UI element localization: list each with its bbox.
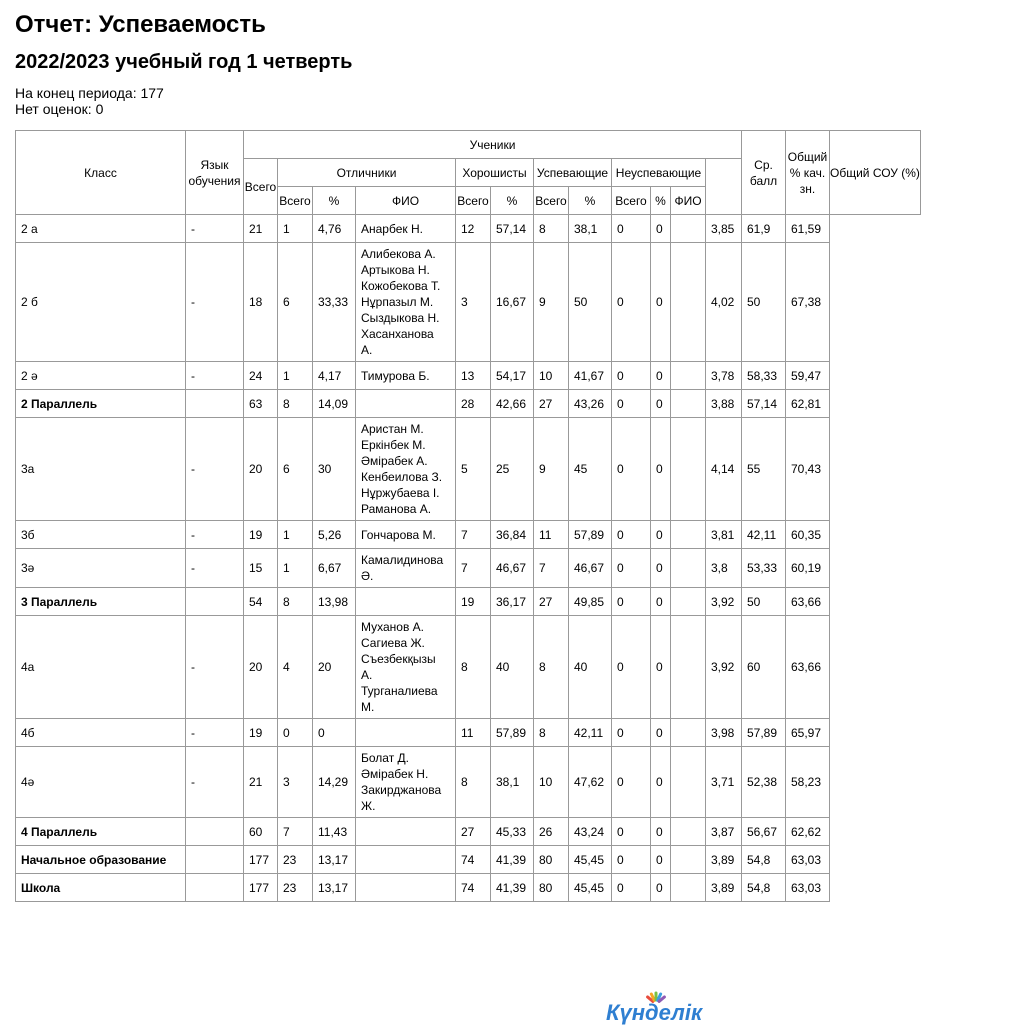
cell-lang: - bbox=[186, 616, 244, 719]
cell-avg: 3,98 bbox=[706, 719, 742, 747]
cell-fail-n: 0 bbox=[612, 390, 651, 418]
table-row bbox=[16, 846, 921, 874]
header-students: Ученики bbox=[244, 131, 742, 159]
cell-ex-p: 4,76 bbox=[313, 215, 356, 243]
page-title: Отчет: Успеваемость bbox=[15, 11, 266, 38]
cell-good-p: 38,1 bbox=[491, 747, 534, 818]
cell-fail-n: 0 bbox=[612, 616, 651, 719]
cell-q: 61,9 bbox=[742, 215, 786, 243]
cell-fail-names bbox=[671, 418, 706, 521]
cell-good-p: 54,17 bbox=[491, 362, 534, 390]
table-row bbox=[16, 616, 921, 719]
cell-ex-n: 1 bbox=[278, 521, 313, 549]
cell-pass-p: 57,89 bbox=[569, 521, 612, 549]
cell-ex-names bbox=[356, 588, 456, 616]
cell-fail-names bbox=[671, 588, 706, 616]
cell-cls: Начальное образование bbox=[16, 846, 186, 874]
cell-cls: 2 Параллель bbox=[16, 390, 186, 418]
logo-text: Күнделік bbox=[606, 1000, 703, 1025]
cell-sou: 60,19 bbox=[786, 549, 830, 588]
page-subtitle: 2022/2023 учебный год 1 четверть bbox=[15, 51, 353, 73]
cell-pass-n: 80 bbox=[534, 874, 569, 902]
student-name: Тимурова Б. bbox=[361, 368, 430, 383]
cell-fail-p: 0 bbox=[651, 719, 671, 747]
cell-fail-n: 0 bbox=[612, 418, 651, 521]
cell-sou: 63,66 bbox=[786, 616, 830, 719]
cell-ex-n: 6 bbox=[278, 243, 313, 362]
student-name: Камалидинова bbox=[361, 553, 444, 567]
cell-ex-names bbox=[356, 418, 456, 521]
cell-ex-p: 30 bbox=[313, 418, 356, 521]
cell-ex-names bbox=[356, 846, 456, 874]
cell-ex-p: 13,17 bbox=[313, 874, 356, 902]
cell-ex-n: 23 bbox=[278, 846, 313, 874]
cell-avg: 3,92 bbox=[706, 616, 742, 719]
table-row bbox=[16, 747, 921, 818]
cell-good-n: 3 bbox=[456, 243, 491, 362]
cell-fail-names bbox=[671, 362, 706, 390]
header-passing: Успевающие bbox=[534, 159, 612, 187]
cell-pass-p: 43,26 bbox=[569, 390, 612, 418]
cell-lang: - bbox=[186, 549, 244, 588]
cell-pass-p: 42,11 bbox=[569, 719, 612, 747]
cell-ex-n: 4 bbox=[278, 616, 313, 719]
header-fail-names: ФИО bbox=[671, 187, 706, 215]
cell-avg: 4,02 bbox=[706, 243, 742, 362]
cell-q: 50 bbox=[742, 588, 786, 616]
cell-sou: 61,59 bbox=[786, 215, 830, 243]
table-row bbox=[16, 418, 921, 521]
student-name: Анарбек Н. bbox=[361, 221, 423, 236]
cell-lang: - bbox=[186, 719, 244, 747]
student-name: Турганалиева bbox=[361, 684, 438, 698]
cell-fail-names bbox=[671, 549, 706, 588]
end-period-text: На конец периода: 177 bbox=[15, 85, 164, 101]
cell-good-p: 57,14 bbox=[491, 215, 534, 243]
cell-good-p: 40 bbox=[491, 616, 534, 719]
cell-ex-p: 4,17 bbox=[313, 362, 356, 390]
cell-q: 50 bbox=[742, 243, 786, 362]
cell-fail-names bbox=[671, 874, 706, 902]
cell-good-n: 28 bbox=[456, 390, 491, 418]
cell-pass-n: 80 bbox=[534, 846, 569, 874]
student-name: Гончарова М. bbox=[361, 527, 436, 542]
cell-cls: 3б bbox=[16, 521, 186, 549]
cell-lang bbox=[186, 846, 244, 874]
cell-lang: - bbox=[186, 521, 244, 549]
cell-good-n: 12 bbox=[456, 215, 491, 243]
cell-total: 19 bbox=[244, 521, 278, 549]
header-good-pct: % bbox=[491, 187, 534, 215]
cell-fail-p: 0 bbox=[651, 588, 671, 616]
cell-lang: - bbox=[186, 362, 244, 390]
cell-ex-n: 1 bbox=[278, 549, 313, 588]
cell-pass-p: 49,85 bbox=[569, 588, 612, 616]
cell-good-n: 8 bbox=[456, 747, 491, 818]
cell-ex-p: 5,26 bbox=[313, 521, 356, 549]
header-failing: Неуспевающие bbox=[612, 159, 706, 187]
cell-avg: 3,87 bbox=[706, 818, 742, 846]
cell-ex-names bbox=[356, 818, 456, 846]
cell-fail-p: 0 bbox=[651, 818, 671, 846]
performance-table bbox=[15, 130, 921, 902]
cell-fail-p: 0 bbox=[651, 215, 671, 243]
table-row bbox=[16, 818, 921, 846]
cell-q: 54,8 bbox=[742, 874, 786, 902]
cell-fail-names bbox=[671, 215, 706, 243]
cell-fail-p: 0 bbox=[651, 874, 671, 902]
cell-total: 177 bbox=[244, 846, 278, 874]
cell-pass-p: 41,67 bbox=[569, 362, 612, 390]
cell-fail-names bbox=[671, 243, 706, 362]
cell-cls: 4ә bbox=[16, 747, 186, 818]
cell-q: 57,89 bbox=[742, 719, 786, 747]
cell-good-n: 74 bbox=[456, 874, 491, 902]
cell-fail-n: 0 bbox=[612, 874, 651, 902]
cell-fail-p: 0 bbox=[651, 521, 671, 549]
cell-good-p: 16,67 bbox=[491, 243, 534, 362]
cell-cls: 4а bbox=[16, 616, 186, 719]
cell-sou: 62,81 bbox=[786, 390, 830, 418]
header-pass-pct: % bbox=[569, 187, 612, 215]
header-avg: Ср. балл bbox=[742, 131, 786, 215]
cell-pass-p: 50 bbox=[569, 243, 612, 362]
student-name: Сагиева Ж. bbox=[361, 636, 425, 650]
cell-pass-n: 11 bbox=[534, 521, 569, 549]
cell-cls: 4 Параллель bbox=[16, 818, 186, 846]
header-sou: Общий СОУ (%) bbox=[830, 131, 921, 215]
cell-lang: - bbox=[186, 215, 244, 243]
cell-pass-p: 40 bbox=[569, 616, 612, 719]
student-name: Әмірабек А. bbox=[361, 454, 428, 468]
cell-good-p: 36,17 bbox=[491, 588, 534, 616]
cell-good-p: 42,66 bbox=[491, 390, 534, 418]
table-row bbox=[16, 521, 921, 549]
header-fail-total: Всего bbox=[612, 187, 651, 215]
student-name: Сыздыкова Н. bbox=[361, 311, 440, 325]
cell-pass-n: 8 bbox=[534, 616, 569, 719]
cell-q: 55 bbox=[742, 418, 786, 521]
cell-good-n: 13 bbox=[456, 362, 491, 390]
cell-sou: 59,47 bbox=[786, 362, 830, 390]
table-row bbox=[16, 874, 921, 902]
cell-q: 56,67 bbox=[742, 818, 786, 846]
cell-total: 20 bbox=[244, 616, 278, 719]
cell-total: 54 bbox=[244, 588, 278, 616]
cell-ex-p: 33,33 bbox=[313, 243, 356, 362]
cell-good-p: 36,84 bbox=[491, 521, 534, 549]
cell-good-n: 5 bbox=[456, 418, 491, 521]
cell-q: 54,8 bbox=[742, 846, 786, 874]
cell-pass-p: 38,1 bbox=[569, 215, 612, 243]
cell-ex-n: 8 bbox=[278, 390, 313, 418]
cell-q: 57,14 bbox=[742, 390, 786, 418]
cell-avg: 3,78 bbox=[706, 362, 742, 390]
table-row bbox=[16, 390, 921, 418]
cell-pass-n: 10 bbox=[534, 362, 569, 390]
cell-ex-n: 1 bbox=[278, 215, 313, 243]
cell-fail-p: 0 bbox=[651, 549, 671, 588]
cell-fail-n: 0 bbox=[612, 747, 651, 818]
table-row bbox=[16, 588, 921, 616]
cell-total: 177 bbox=[244, 874, 278, 902]
cell-fail-p: 0 bbox=[651, 747, 671, 818]
student-name: М. bbox=[361, 700, 375, 714]
cell-fail-n: 0 bbox=[612, 818, 651, 846]
table-header bbox=[16, 131, 921, 215]
student-name: Ә. bbox=[361, 569, 374, 583]
cell-avg: 4,14 bbox=[706, 418, 742, 521]
header-quality: Общий % кач. зн. bbox=[786, 131, 830, 215]
cell-lang bbox=[186, 390, 244, 418]
table-row bbox=[16, 243, 921, 362]
header-excellent: Отличники bbox=[278, 159, 456, 187]
cell-pass-n: 27 bbox=[534, 588, 569, 616]
cell-total: 60 bbox=[244, 818, 278, 846]
student-name: Раманова А. bbox=[361, 502, 432, 516]
logo-graphic bbox=[606, 990, 706, 1030]
cell-sou: 58,23 bbox=[786, 747, 830, 818]
cell-sou: 63,03 bbox=[786, 874, 830, 902]
cell-avg: 3,89 bbox=[706, 874, 742, 902]
header-good: Хорошисты bbox=[456, 159, 534, 187]
header-total: Всего bbox=[244, 159, 278, 215]
cell-good-p: 41,39 bbox=[491, 846, 534, 874]
cell-fail-p: 0 bbox=[651, 362, 671, 390]
cell-avg: 3,92 bbox=[706, 588, 742, 616]
cell-good-n: 27 bbox=[456, 818, 491, 846]
cell-ex-p: 14,29 bbox=[313, 747, 356, 818]
header-ex-names: ФИО bbox=[356, 187, 456, 215]
cell-avg: 3,81 bbox=[706, 521, 742, 549]
cell-good-p: 57,89 bbox=[491, 719, 534, 747]
cell-ex-n: 23 bbox=[278, 874, 313, 902]
cell-sou: 63,66 bbox=[786, 588, 830, 616]
student-name: Хасанханова bbox=[361, 327, 434, 341]
cell-total: 21 bbox=[244, 215, 278, 243]
cell-good-n: 74 bbox=[456, 846, 491, 874]
cell-pass-n: 9 bbox=[534, 418, 569, 521]
cell-ex-p: 13,17 bbox=[313, 846, 356, 874]
cell-q: 60 bbox=[742, 616, 786, 719]
student-name: А. bbox=[361, 343, 373, 357]
cell-sou: 67,38 bbox=[786, 243, 830, 362]
cell-q: 42,11 bbox=[742, 521, 786, 549]
cell-pass-p: 43,24 bbox=[569, 818, 612, 846]
student-name: Аристан М. bbox=[361, 422, 424, 436]
cell-total: 24 bbox=[244, 362, 278, 390]
cell-pass-p: 45,45 bbox=[569, 846, 612, 874]
cell-fail-names bbox=[671, 390, 706, 418]
cell-good-n: 8 bbox=[456, 616, 491, 719]
cell-ex-names bbox=[356, 874, 456, 902]
cell-fail-n: 0 bbox=[612, 215, 651, 243]
cell-lang: - bbox=[186, 747, 244, 818]
cell-cls: 2 а bbox=[16, 215, 186, 243]
student-name: Кожобекова Т. bbox=[361, 279, 441, 293]
student-name: Артыкова Н. bbox=[361, 263, 430, 277]
cell-cls: 3ә bbox=[16, 549, 186, 588]
student-name: Кенбеилова З. bbox=[361, 470, 443, 484]
cell-fail-p: 0 bbox=[651, 418, 671, 521]
header-pass-total: Всего bbox=[534, 187, 569, 215]
table-body bbox=[16, 215, 921, 902]
cell-good-p: 41,39 bbox=[491, 874, 534, 902]
cell-ex-p: 0 bbox=[313, 719, 356, 747]
cell-ex-names bbox=[356, 521, 456, 549]
cell-good-n: 19 bbox=[456, 588, 491, 616]
cell-ex-n: 0 bbox=[278, 719, 313, 747]
header-class: Класс bbox=[16, 131, 186, 215]
cell-ex-names bbox=[356, 747, 456, 818]
cell-total: 21 bbox=[244, 747, 278, 818]
cell-fail-n: 0 bbox=[612, 362, 651, 390]
cell-ex-names bbox=[356, 390, 456, 418]
report-meta bbox=[15, 85, 921, 117]
cell-fail-n: 0 bbox=[612, 719, 651, 747]
cell-avg: 3,85 bbox=[706, 215, 742, 243]
cell-pass-p: 47,62 bbox=[569, 747, 612, 818]
cell-lang: - bbox=[186, 243, 244, 362]
cell-fail-n: 0 bbox=[612, 846, 651, 874]
cell-lang bbox=[186, 818, 244, 846]
cell-fail-names bbox=[671, 719, 706, 747]
cell-pass-n: 8 bbox=[534, 719, 569, 747]
cell-fail-n: 0 bbox=[612, 549, 651, 588]
student-name: Әмірабек Н. bbox=[361, 767, 429, 781]
cell-sou: 63,03 bbox=[786, 846, 830, 874]
cell-pass-p: 45,45 bbox=[569, 874, 612, 902]
cell-ex-n: 1 bbox=[278, 362, 313, 390]
student-name: Алибекова А. bbox=[361, 247, 436, 261]
cell-fail-n: 0 bbox=[612, 588, 651, 616]
header-lang: Язык обучения bbox=[186, 131, 244, 215]
cell-fail-n: 0 bbox=[612, 521, 651, 549]
cell-ex-names bbox=[356, 215, 456, 243]
student-name: Съезбекқызы bbox=[361, 652, 436, 666]
cell-avg: 3,71 bbox=[706, 747, 742, 818]
cell-pass-n: 26 bbox=[534, 818, 569, 846]
cell-lang bbox=[186, 874, 244, 902]
cell-ex-n: 6 bbox=[278, 418, 313, 521]
student-name: Ж. bbox=[361, 799, 376, 813]
cell-avg: 3,89 bbox=[706, 846, 742, 874]
cell-ex-p: 6,67 bbox=[313, 549, 356, 588]
cell-fail-names bbox=[671, 818, 706, 846]
cell-total: 19 bbox=[244, 719, 278, 747]
cell-total: 18 bbox=[244, 243, 278, 362]
cell-pass-n: 27 bbox=[534, 390, 569, 418]
cell-ex-p: 11,43 bbox=[313, 818, 356, 846]
table-row bbox=[16, 549, 921, 588]
student-name: Муханов А. bbox=[361, 620, 425, 634]
cell-fail-p: 0 bbox=[651, 243, 671, 362]
cell-fail-names bbox=[671, 521, 706, 549]
kundelik-logo bbox=[606, 990, 706, 1035]
cell-sou: 70,43 bbox=[786, 418, 830, 521]
cell-sou: 65,97 bbox=[786, 719, 830, 747]
student-name: Закирджанова bbox=[361, 783, 442, 797]
report bbox=[15, 10, 921, 902]
student-name: Нұрпазыл М. bbox=[361, 295, 434, 309]
cell-good-n: 7 bbox=[456, 521, 491, 549]
cell-ex-p: 14,09 bbox=[313, 390, 356, 418]
cell-fail-n: 0 bbox=[612, 243, 651, 362]
cell-pass-n: 8 bbox=[534, 215, 569, 243]
cell-cls: 2 б bbox=[16, 243, 186, 362]
cell-ex-names bbox=[356, 243, 456, 362]
cell-ex-n: 3 bbox=[278, 747, 313, 818]
cell-pass-n: 9 bbox=[534, 243, 569, 362]
cell-cls: 4б bbox=[16, 719, 186, 747]
cell-sou: 62,62 bbox=[786, 818, 830, 846]
cell-ex-names bbox=[356, 616, 456, 719]
cell-cls: 3а bbox=[16, 418, 186, 521]
cell-avg: 3,8 bbox=[706, 549, 742, 588]
cell-good-n: 7 bbox=[456, 549, 491, 588]
cell-pass-n: 10 bbox=[534, 747, 569, 818]
cell-pass-p: 46,67 bbox=[569, 549, 612, 588]
header-good-total: Всего bbox=[456, 187, 491, 215]
cell-fail-names bbox=[671, 747, 706, 818]
cell-good-n: 11 bbox=[456, 719, 491, 747]
table-row bbox=[16, 215, 921, 243]
cell-total: 63 bbox=[244, 390, 278, 418]
student-name: Болат Д. bbox=[361, 751, 409, 765]
cell-ex-p: 20 bbox=[313, 616, 356, 719]
student-name: А. bbox=[361, 668, 373, 682]
cell-ex-names bbox=[356, 719, 456, 747]
cell-sou: 60,35 bbox=[786, 521, 830, 549]
cell-good-p: 45,33 bbox=[491, 818, 534, 846]
cell-ex-names bbox=[356, 549, 456, 588]
cell-pass-p: 45 bbox=[569, 418, 612, 521]
cell-q: 58,33 bbox=[742, 362, 786, 390]
cell-q: 52,38 bbox=[742, 747, 786, 818]
cell-pass-n: 7 bbox=[534, 549, 569, 588]
cell-good-p: 46,67 bbox=[491, 549, 534, 588]
cell-fail-p: 0 bbox=[651, 616, 671, 719]
cell-lang: - bbox=[186, 418, 244, 521]
header-fail-pct: % bbox=[651, 187, 671, 215]
cell-ex-n: 7 bbox=[278, 818, 313, 846]
header-ex-total: Всего bbox=[278, 187, 313, 215]
cell-lang bbox=[186, 588, 244, 616]
cell-total: 15 bbox=[244, 549, 278, 588]
cell-cls: 2 ә bbox=[16, 362, 186, 390]
cell-ex-n: 8 bbox=[278, 588, 313, 616]
cell-avg: 3,88 bbox=[706, 390, 742, 418]
cell-fail-names bbox=[671, 616, 706, 719]
header-ex-pct: % bbox=[313, 187, 356, 215]
no-grades-text: Нет оценок: 0 bbox=[15, 101, 104, 117]
cell-cls: 3 Параллель bbox=[16, 588, 186, 616]
cell-fail-p: 0 bbox=[651, 846, 671, 874]
cell-fail-names bbox=[671, 846, 706, 874]
cell-total: 20 bbox=[244, 418, 278, 521]
cell-good-p: 25 bbox=[491, 418, 534, 521]
cell-ex-names bbox=[356, 362, 456, 390]
cell-cls: Школа bbox=[16, 874, 186, 902]
table-row bbox=[16, 719, 921, 747]
student-name: Еркінбек М. bbox=[361, 438, 426, 452]
cell-ex-p: 13,98 bbox=[313, 588, 356, 616]
table-row bbox=[16, 362, 921, 390]
cell-fail-p: 0 bbox=[651, 390, 671, 418]
student-name: Нұржубаева І. bbox=[361, 486, 440, 500]
cell-q: 53,33 bbox=[742, 549, 786, 588]
